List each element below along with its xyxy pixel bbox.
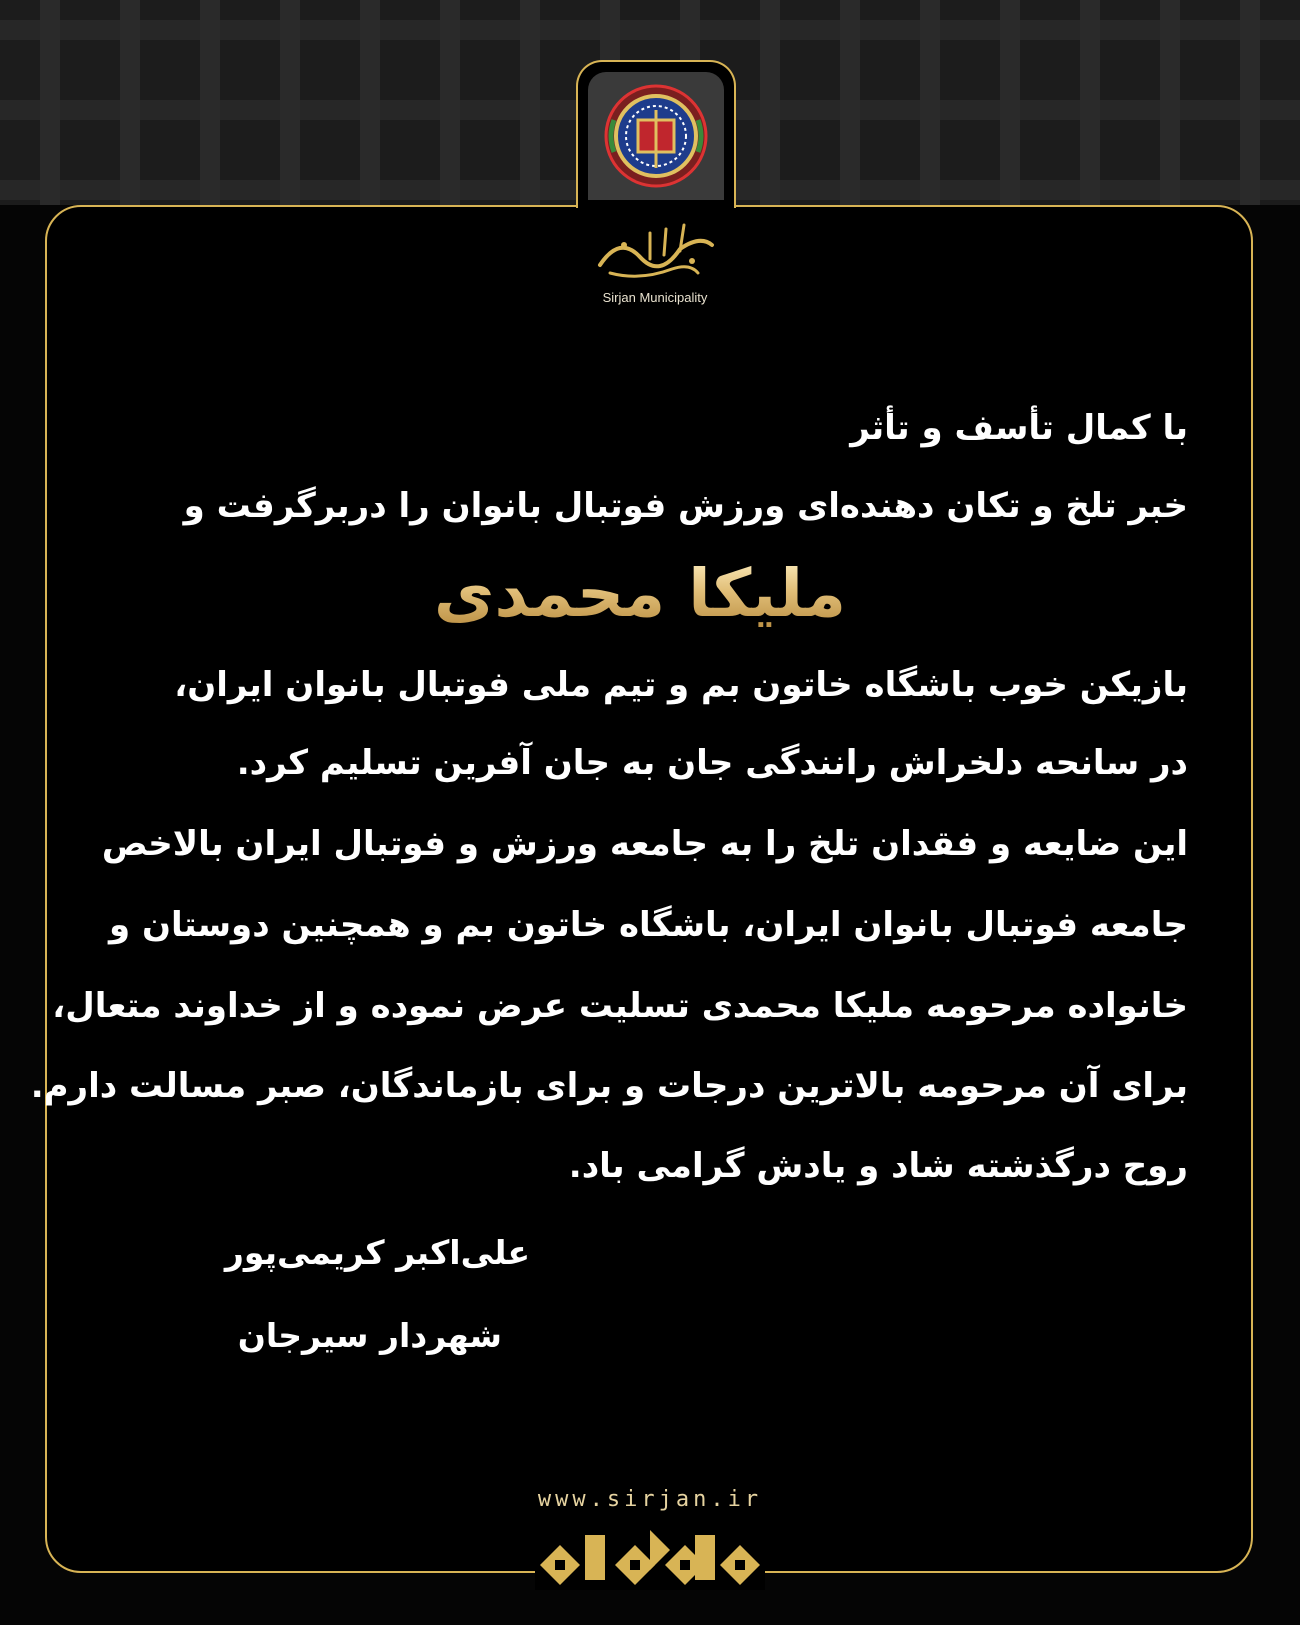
- message-line-3: بازیکن خوب باشگاه خاتون بم و تیم ملی فوتبال بانوان ایران،: [174, 665, 1188, 705]
- deceased-name: ملیکا محمدی: [430, 555, 850, 632]
- message-line-5: این ضایعه و فقدان تلخ را به جامعه ورزش و فوتبال ایران بالاخص: [101, 824, 1188, 864]
- geometric-border-motif-icon: [535, 1525, 765, 1590]
- logo-caption: Sirjan Municipality: [602, 290, 708, 305]
- message-line-8: برای آن مرحومه بالاترین درجات و برای بازماندگان، صبر مسالت دارم.: [30, 1066, 1188, 1106]
- signatory-title: شهردار سیرجان: [237, 1316, 502, 1355]
- message-line-9: روح درگذشته شاد و یادش گرامی باد.: [568, 1146, 1188, 1186]
- message-line-6: جامعه فوتبال بانوان ایران، باشگاه خاتون بم و همچنین دوستان و: [108, 905, 1188, 945]
- calligraphy-logo-icon: [580, 215, 730, 287]
- sirjan-city-emblem-icon: [600, 80, 712, 192]
- message-line-2: خبر تلخ و تکان دهنده‌ای ورزش فوتبال بانوان را دربرگرفت و: [183, 486, 1188, 526]
- sirjan-municipality-logo: [580, 215, 730, 310]
- website-link[interactable]: www.sirjan.ir: [537, 1487, 763, 1512]
- message-line-4: در سانحه دلخراش رانندگی جان به جان آفرین تسلیم کرد.: [236, 743, 1188, 783]
- message-line-7: خانواده مرحومه ملیکا محمدی تسلیت عرض نموده و از خداوند متعال،: [52, 986, 1188, 1026]
- message-line-1: با کمال تأسف و تأثر: [850, 408, 1188, 448]
- signatory-name: علی‌اکبر کریمی‌پور: [224, 1233, 530, 1272]
- emblem-tab: [576, 60, 736, 208]
- emblem-panel: [588, 72, 724, 200]
